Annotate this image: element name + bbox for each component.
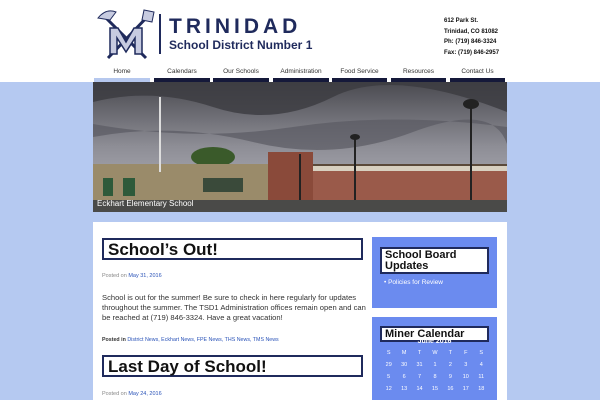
weekday-header: T [448,350,453,356]
calendar-day[interactable]: 3 [464,362,468,368]
banner-photo [93,82,507,212]
widget-title-school-board: School Board Updates [380,247,489,274]
brand-divider [159,14,161,54]
school-board-widget [372,237,497,308]
calendar-month: June 2016 [417,338,452,345]
post-date-link[interactable]: May 24, 2016 [128,391,162,397]
posted-on-label: Posted on [102,391,127,397]
nav-item-resources[interactable]: Resources [391,67,446,82]
weekday-header: T [417,350,422,356]
district-subtitle: School District Number 1 [169,38,313,52]
banner-caption: Eckhart Elementary School [97,199,194,208]
calendar-day[interactable]: 31 [416,362,423,368]
nav-item-food-service[interactable]: Food Service [332,67,387,82]
calendar-day[interactable]: 10 [462,374,469,380]
calendar-day[interactable]: 5 [387,374,391,380]
nav-item-calendars[interactable]: Calendars [154,67,210,82]
contact-info [444,16,499,58]
calendar-day[interactable]: 18 [478,386,485,392]
posted-in-label: Posted in [102,337,126,343]
weekday-header: S [479,350,484,356]
nav-item-contact-us[interactable]: Contact Us [450,67,505,82]
widget-title-calendar: Miner Calendar [380,326,489,342]
nav-item-home[interactable]: Home [94,67,150,82]
calendar-day[interactable]: 8 [433,374,437,380]
category-links[interactable]: District News, Eckhart News, FPE News, THS News, TMS News [127,337,279,343]
district-title[interactable]: TRINIDAD [169,15,302,38]
banner-photo-image [93,82,507,212]
weekday-header: F [464,350,468,356]
calendar-day[interactable]: 6 [402,374,406,380]
contact-fax: Fax: (719) 846-2957 [444,49,500,56]
calendar-day[interactable]: 11 [478,374,485,380]
posted-on-label: Posted on [102,273,127,279]
post-meta [102,391,162,397]
calendar-day[interactable]: 14 [416,386,423,392]
calendar-table [381,347,489,395]
post-meta [102,273,162,279]
post-date-link[interactable]: May 31, 2016 [128,273,162,279]
calendar-day[interactable]: 30 [401,362,408,368]
calendar-day[interactable]: 1 [433,362,437,368]
calendar-day[interactable]: 4 [479,362,483,368]
post-title-last-day[interactable]: Last Day of School! [102,355,363,377]
calendar-day[interactable]: 7 [418,374,422,380]
weekday-header: M [401,350,407,356]
calendar-day[interactable]: 17 [462,386,469,392]
weekday-header: S [386,350,391,356]
calendar-day[interactable]: 13 [401,386,408,392]
calendar-day[interactable]: 15 [431,386,439,392]
policies-link-label[interactable]: Policies for Review [388,279,444,286]
contact-street: 612 Park St. [444,18,479,24]
main-nav [94,67,506,82]
post-title-schools-out[interactable]: School’s Out! [102,238,363,260]
miner-calendar-widget [372,317,497,400]
nav-item-our-schools[interactable]: Our Schools [213,67,269,82]
district-logo-icon[interactable] [96,8,156,64]
calendar-day[interactable]: 16 [447,386,454,392]
calendar-day[interactable]: 29 [385,362,392,368]
calendar-day[interactable]: 9 [448,374,452,380]
calendar-day[interactable]: 2 [448,362,452,368]
contact-city: Trinidad, CO 81082 [444,28,499,35]
post-body: School is out for the summer! Be sure to check in here regularly for updates throughout the summer. The TSD1 Administration offices remain open and can be reached at (719) 846-3324. Have a great vacation! [102,293,366,322]
post-categories [102,337,279,343]
nav-item-administration[interactable]: Administration [273,67,329,82]
calendar-day[interactable]: 12 [385,386,392,392]
policies-for-review-link[interactable]: • Policies for Review [384,279,444,286]
weekday-header: W [432,350,438,356]
contact-phone: Ph: (719) 846-3324 [444,39,497,45]
